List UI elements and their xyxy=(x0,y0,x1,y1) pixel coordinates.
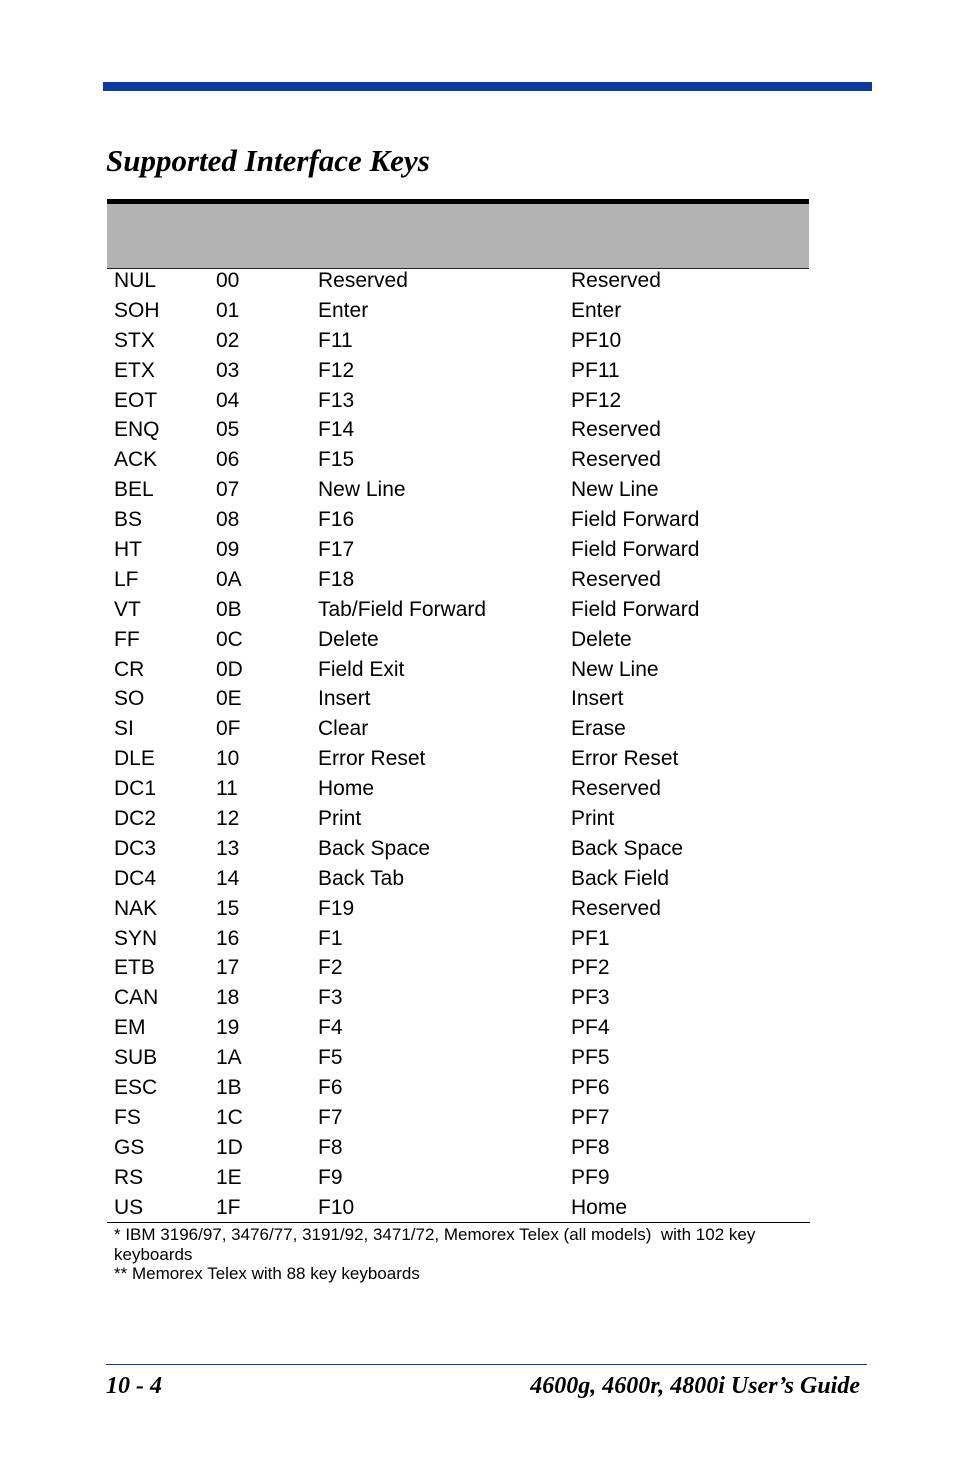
ascii-cell: DC1 xyxy=(114,777,157,801)
ascii-cell: EM xyxy=(114,1016,146,1040)
hex-cell: 11 xyxy=(216,777,238,801)
ascii-cell: NUL xyxy=(114,269,157,292)
hex-cell: 18 xyxy=(216,986,240,1010)
table-row xyxy=(114,386,810,416)
hex-cell: 0A xyxy=(216,567,242,591)
ascii-cell: LF xyxy=(114,567,139,591)
table-row xyxy=(114,864,810,894)
function-cell-102: Clear xyxy=(318,717,369,741)
ascii-cell: DC4 xyxy=(114,866,157,890)
ascii-cell: SI xyxy=(114,717,134,741)
function-cell-88: Reserved xyxy=(571,896,661,920)
table-row xyxy=(114,1163,810,1193)
function-cell-102: F19 xyxy=(318,896,355,920)
function-cell-88: Field Forward xyxy=(571,538,700,562)
function-cell-88: PF9 xyxy=(571,1165,610,1189)
ascii-cell: ENQ xyxy=(114,418,160,442)
table-row xyxy=(114,804,810,834)
hex-cell: 0F xyxy=(216,717,241,741)
ascii-cell: NAK xyxy=(114,896,158,920)
hex-cell: 1A xyxy=(216,1046,242,1070)
function-cell-88: Enter xyxy=(571,298,622,322)
hex-cell: 1C xyxy=(216,1105,243,1129)
table-row xyxy=(114,535,810,565)
function-cell-88: Reserved xyxy=(571,269,661,292)
table-row xyxy=(114,565,810,595)
table-row xyxy=(114,924,810,954)
function-cell-88: Reserved xyxy=(571,567,661,591)
hex-cell: 06 xyxy=(216,448,240,472)
function-cell-102: F4 xyxy=(318,1016,343,1040)
function-cell-102: Tab/Field Forward xyxy=(318,597,487,621)
function-cell-102: F11 xyxy=(318,328,353,352)
guide-title: 4600g, 4600r, 4800i User’s Guide xyxy=(530,1373,860,1399)
ascii-cell: DC2 xyxy=(114,807,157,831)
function-cell-88: New Line xyxy=(571,478,659,502)
function-cell-88: Reserved xyxy=(571,448,661,472)
ascii-cell: SOH xyxy=(114,298,160,322)
hex-cell: 05 xyxy=(216,418,240,442)
ascii-cell: RS xyxy=(114,1165,144,1189)
table-row xyxy=(114,834,810,864)
ascii-cell: CR xyxy=(114,657,145,681)
ascii-cell: VT xyxy=(114,597,141,621)
table-row xyxy=(114,475,810,505)
ascii-cell: SUB xyxy=(114,1046,158,1070)
hex-cell: 15 xyxy=(216,896,240,920)
hex-cell: 0B xyxy=(216,597,242,621)
hex-cell: 1B xyxy=(216,1076,242,1100)
table-row xyxy=(114,1073,810,1103)
function-cell-102: Back Space xyxy=(318,836,431,860)
function-cell-102: Back Tab xyxy=(318,866,404,890)
function-cell-88: PF5 xyxy=(571,1046,610,1070)
page-title: Supported Interface Keys xyxy=(106,143,430,178)
function-cell-102: Print xyxy=(318,807,362,831)
table-row xyxy=(114,595,810,625)
function-cell-88: New Line xyxy=(571,657,659,681)
function-cell-102: Reserved xyxy=(318,269,408,292)
ascii-cell: US xyxy=(114,1195,144,1219)
table-row xyxy=(114,625,810,655)
hex-cell: 10 xyxy=(216,747,240,771)
function-cell-88: Reserved xyxy=(571,418,661,442)
table-row xyxy=(114,415,810,445)
hex-cell: 04 xyxy=(216,388,240,412)
ascii-cell: FS xyxy=(114,1105,141,1129)
ascii-cell: HT xyxy=(114,538,142,562)
table-row xyxy=(114,1103,810,1133)
function-cell-102: F1 xyxy=(318,926,343,950)
hex-cell: 03 xyxy=(216,358,240,382)
table-row xyxy=(114,326,810,356)
function-cell-88: PF10 xyxy=(571,328,622,352)
function-cell-102: F13 xyxy=(318,388,355,412)
table-header xyxy=(107,199,809,269)
function-cell-102: F2 xyxy=(318,956,343,980)
function-cell-88: PF4 xyxy=(571,1016,610,1040)
table-row xyxy=(114,1013,810,1043)
function-cell-88: PF8 xyxy=(571,1135,610,1159)
hex-cell: 09 xyxy=(216,538,240,562)
function-cell-88: Print xyxy=(571,807,615,831)
hex-cell: 16 xyxy=(216,926,240,950)
function-cell-102: F7 xyxy=(318,1105,343,1129)
table-row xyxy=(114,1043,810,1073)
footnote-1: * IBM 3196/97, 3476/77, 3191/92, 3471/72, Memorex Telex (all models) with 102 key keyboards xyxy=(114,1225,761,1264)
table-row xyxy=(114,1193,810,1223)
ascii-cell: SYN xyxy=(114,926,158,950)
table-row xyxy=(114,714,810,744)
table-row xyxy=(114,744,810,774)
table-row xyxy=(114,445,810,475)
function-cell-88: PF7 xyxy=(571,1105,610,1129)
table-row xyxy=(114,684,810,714)
function-cell-102: New Line xyxy=(318,478,406,502)
ascii-cell: DLE xyxy=(114,747,155,771)
hex-cell: 19 xyxy=(216,1016,240,1040)
hex-cell: 14 xyxy=(216,866,240,890)
function-cell-88: PF1 xyxy=(571,926,610,950)
footnote-2: ** Memorex Telex with 88 key keyboards xyxy=(114,1264,420,1283)
hex-cell: 1E xyxy=(216,1165,242,1189)
function-cell-88: Insert xyxy=(571,687,624,711)
function-cell-88: Home xyxy=(571,1195,628,1219)
ascii-cell: ACK xyxy=(114,448,158,472)
hex-cell: 17 xyxy=(216,956,240,980)
ascii-cell: ETX xyxy=(114,358,155,382)
hex-cell: 12 xyxy=(216,807,240,831)
table-row xyxy=(114,266,810,296)
top-accent-bar xyxy=(103,82,872,91)
ascii-cell: EOT xyxy=(114,388,158,412)
function-cell-102: F6 xyxy=(318,1076,343,1100)
table-row xyxy=(114,894,810,924)
hex-cell: 13 xyxy=(216,836,240,860)
table-row xyxy=(114,655,810,685)
function-cell-88: Erase xyxy=(571,717,626,741)
page-number: 10 - 4 xyxy=(106,1373,162,1399)
function-cell-102: Insert xyxy=(318,687,371,711)
hex-cell: 0C xyxy=(216,627,243,651)
table-row xyxy=(114,774,810,804)
function-cell-102: Delete xyxy=(318,627,379,651)
function-cell-102: F10 xyxy=(318,1195,355,1219)
hex-cell: 00 xyxy=(216,269,240,292)
function-cell-88: Field Forward xyxy=(571,597,700,621)
function-cell-88: Back Field xyxy=(571,866,670,890)
function-cell-102: F17 xyxy=(318,538,355,562)
ascii-cell: STX xyxy=(114,328,155,352)
hex-cell: 0D xyxy=(216,657,243,681)
ascii-cell: ESC xyxy=(114,1076,158,1100)
ascii-cell: CAN xyxy=(114,986,159,1010)
function-cell-88: Reserved xyxy=(571,777,661,801)
function-cell-88: Back Space xyxy=(571,836,684,860)
function-cell-102: F9 xyxy=(318,1165,343,1189)
ascii-cell: FF xyxy=(114,627,140,651)
function-cell-88: PF6 xyxy=(571,1076,610,1100)
function-cell-102: Error Reset xyxy=(318,747,426,771)
hex-cell: 08 xyxy=(216,508,240,532)
function-cell-102: Home xyxy=(318,777,375,801)
ascii-cell: ETB xyxy=(114,956,155,980)
function-cell-102: F14 xyxy=(318,418,355,442)
hex-cell: 01 xyxy=(216,298,240,322)
table-footnotes xyxy=(114,1225,814,1284)
function-cell-88: PF11 xyxy=(571,358,620,382)
table-row xyxy=(114,1133,810,1163)
function-cell-88: Field Forward xyxy=(571,508,700,532)
ascii-cell: DC3 xyxy=(114,836,157,860)
function-cell-102: F18 xyxy=(318,567,355,591)
table-row xyxy=(114,983,810,1013)
table-bottom-rule xyxy=(107,1222,810,1223)
table-row xyxy=(114,953,810,983)
function-cell-102: F8 xyxy=(318,1135,343,1159)
function-cell-88: PF2 xyxy=(571,956,610,980)
function-cell-102: F3 xyxy=(318,986,343,1010)
function-cell-102: F5 xyxy=(318,1046,343,1070)
hex-cell: 1F xyxy=(216,1195,241,1219)
ascii-cell: BEL xyxy=(114,478,154,502)
key-table-body xyxy=(114,266,810,1223)
function-cell-88: Delete xyxy=(571,627,632,651)
function-cell-102: F16 xyxy=(318,508,355,532)
table-row xyxy=(114,296,810,326)
hex-cell: 07 xyxy=(216,478,240,502)
function-cell-88: PF3 xyxy=(571,986,610,1010)
ascii-cell: SO xyxy=(114,687,145,711)
footer-rule xyxy=(106,1364,867,1365)
function-cell-102: Field Exit xyxy=(318,657,405,681)
function-cell-102: F12 xyxy=(318,358,355,382)
table-row xyxy=(114,356,810,386)
function-cell-102: Enter xyxy=(318,298,369,322)
function-cell-88: PF12 xyxy=(571,388,622,412)
table-row xyxy=(114,505,810,535)
ascii-cell: GS xyxy=(114,1135,145,1159)
function-cell-88: Error Reset xyxy=(571,747,679,771)
hex-cell: 02 xyxy=(216,328,240,352)
hex-cell: 1D xyxy=(216,1135,243,1159)
function-cell-102: F15 xyxy=(318,448,355,472)
ascii-cell: BS xyxy=(114,508,143,532)
hex-cell: 0E xyxy=(216,687,242,711)
